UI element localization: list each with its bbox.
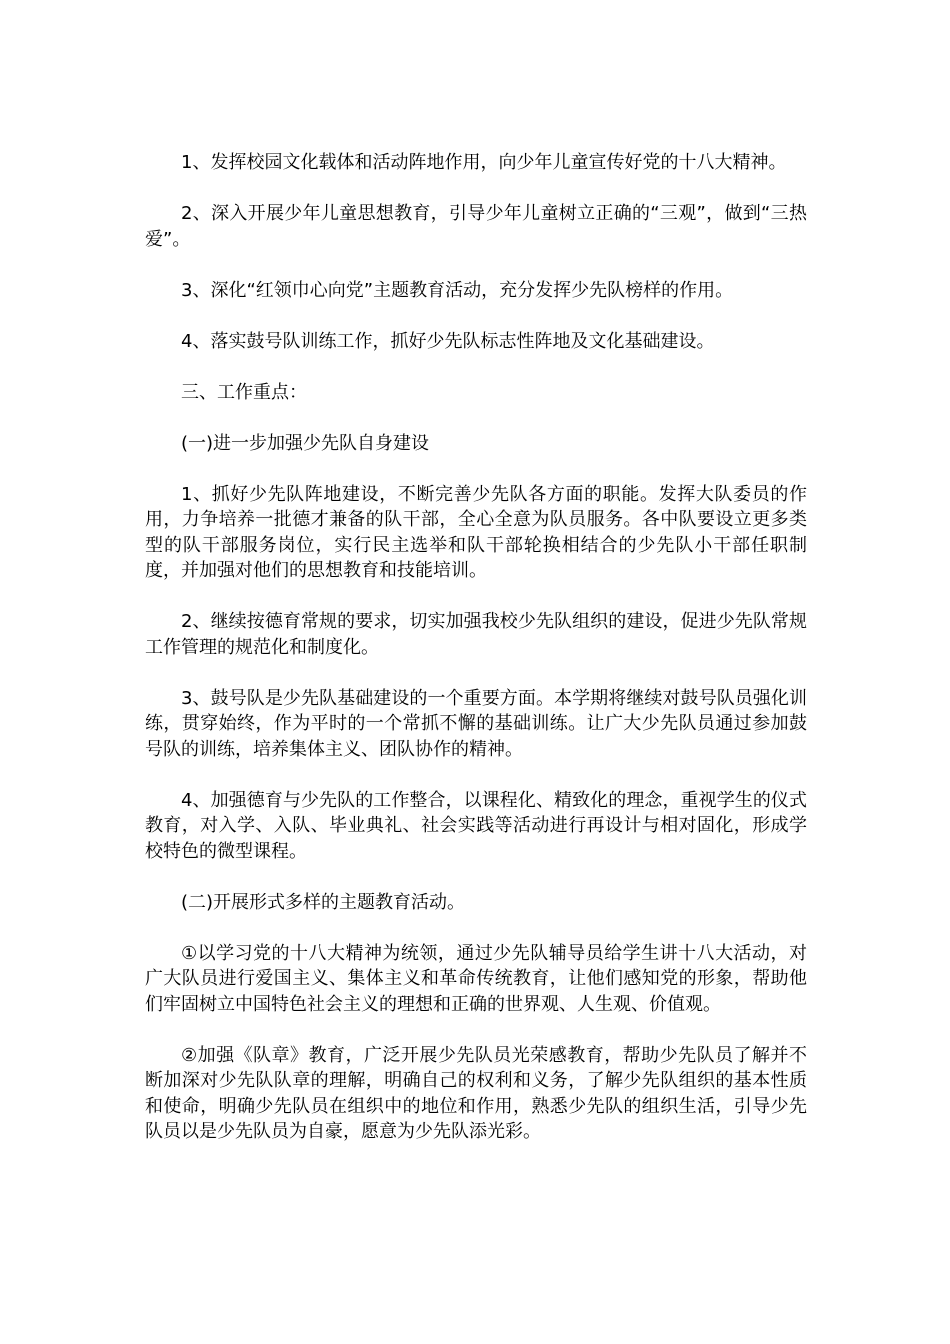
paragraph-focus-1-2: 2、继续按德育常规的要求，切实加强我校少先队组织的建设，促进少先队常规工作管理的规范化和制度化。 — [145, 611, 807, 658]
paragraph-focus-1-4: 4、加强德育与少先队的工作整合，以课程化、精致化的理念，重视学生的仪式教育，对入学、入队、毕业典礼、社会实践等活动进行再设计与相对固化，形成学校特色的微型课程。 — [145, 789, 807, 862]
paragraph-activity-1: ①以学习党的十八大精神为统领，通过少先队辅导员给学生讲十八大活动，对广大队员进行爱国主义、集体主义和革命传统教育，让他们感知党的形象，帮助他们牢固树立中国特色社会主义的理想和正确的世界观、人生观、价值观。 — [145, 942, 807, 1015]
paragraph-goal-1: 1、发挥校园文化载体和活动阵地作用，向少年儿童宣传好党的十八大精神。 — [181, 152, 787, 173]
paragraph-goal-3: 3、深化“红领巾心向党”主题教育活动，充分发挥少先队榜样的作用。 — [181, 279, 734, 301]
subsection-heading-1: (一)进一步加强少先队自身建设 — [181, 432, 430, 454]
document-body — [145, 150, 807, 1170]
paragraph-goal-2: 2、深入开展少年儿童思想教育，引导少年儿童树立正确的“三观”，做到“三热爱”。 — [145, 203, 807, 250]
paragraph-activity-2: ②加强《队章》教育，广泛开展少先队员光荣感教育，帮助少先队员了解并不断加深对少先队队章的理解，明确自己的权利和义务，了解少先队组织的基本性质和使命，明确少先队员在组织中的地位和作用，熟悉少先队的组织生活，引导少先队员以是少先队员为自豪，愿意为少先队添光彩。 — [145, 1044, 807, 1142]
paragraph-focus-1-1: 1、抓好少先队阵地建设，不断完善少先队各方面的职能。发挥大队委员的作用，力争培养一批德才兼备的队干部，全心全意为队员服务。各中队要设立更多类型的队干部服务岗位，实行民主选举和队干部轮换相结合的少先队小干部任职制度，并加强对他们的思想教育和技能培训。 — [145, 483, 807, 581]
section-heading-work-focus: 三、工作重点： — [181, 381, 307, 403]
paragraph-focus-1-3: 3、鼓号队是少先队基础建设的一个重要方面。本学期将继续对鼓号队员强化训练，贯穿始终，作为平时的一个常抓不懈的基础训练。让广大少先队员通过参加鼓号队的训练，培养集体主义、团队协作的精神。 — [145, 687, 807, 760]
paragraph-goal-4: 4、落实鼓号队训练工作，抓好少先队标志性阵地及文化基础建设。 — [181, 330, 715, 352]
subsection-heading-2: (二)开展形式多样的主题教育活动。 — [181, 891, 466, 913]
